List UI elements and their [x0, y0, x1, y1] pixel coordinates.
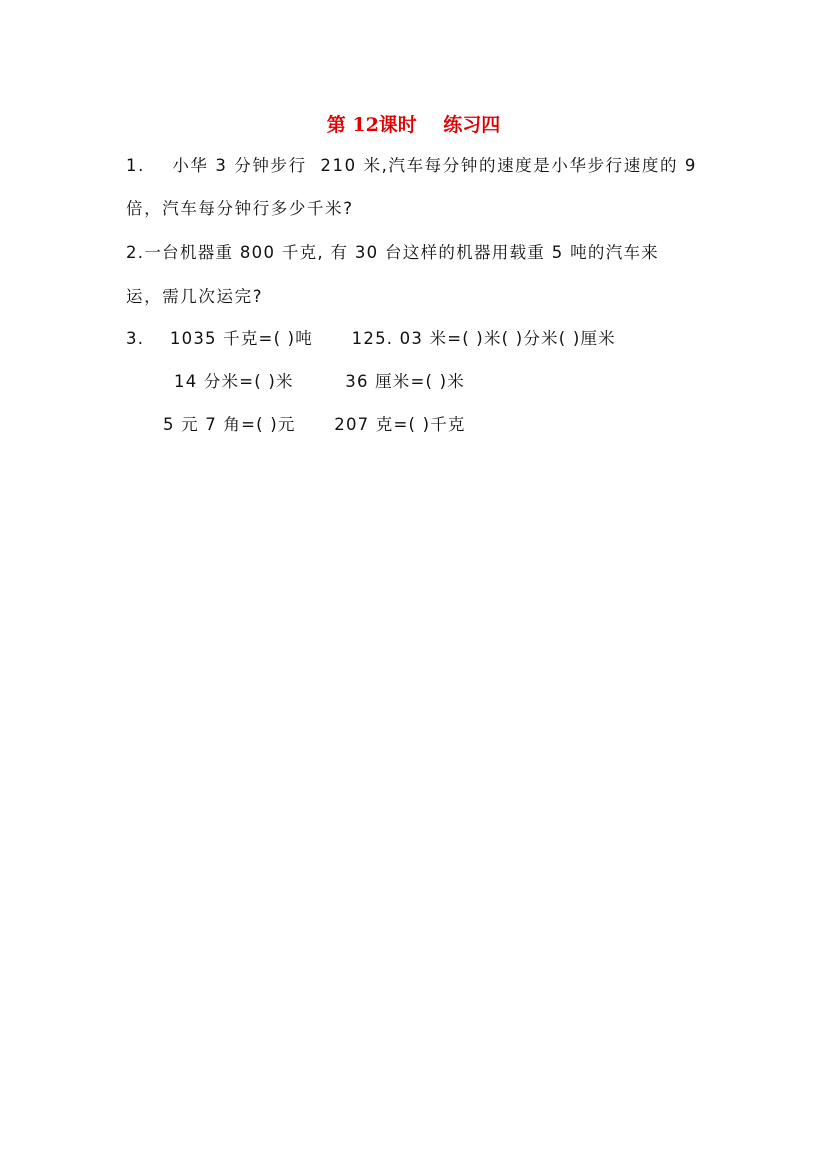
page-title: 第 12课时 练习四 — [326, 114, 501, 136]
question-3-line-2: 14 分米=( )米 36 厘米=( )米 — [174, 372, 465, 391]
question-1-line-1: 1. 小华 3 分钟步行 210 米,汽车每分钟的速度是小华步行速度的 9 — [126, 156, 698, 175]
question-3-line-3: 5 元 7 角=( )元 207 克=( )千克 — [163, 415, 466, 434]
question-3-line-1: 3. 1035 千克=( )吨 125. 03 米=( )米( )分米( )厘米 — [126, 329, 616, 348]
question-2-line-1: 2.一台机器重 800 千克, 有 30 台这样的机器用载重 5 吨的汽车来 — [126, 243, 660, 262]
question-1-line-2: 倍，汽车每分钟行多少千米? — [126, 199, 354, 218]
question-2-line-2: 运，需几次运完? — [126, 287, 264, 306]
